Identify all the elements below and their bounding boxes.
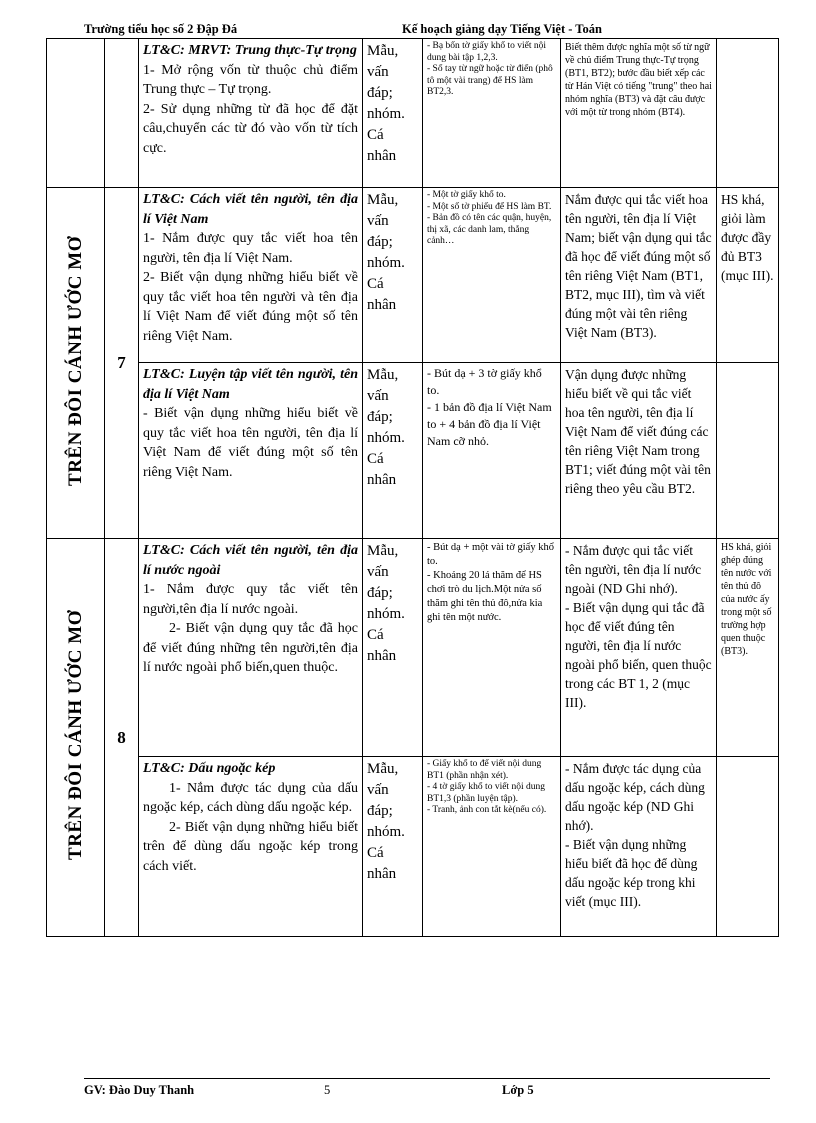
materials-cell [423,363,561,539]
method-line: Cá [367,627,384,643]
material-item: - Khoảng 20 lá thăm để HS chơi trò du lịch.Một nửa số thăm ghi tên thủ đô,nửa kia ghi tên một nước. [427,570,543,623]
lesson-plan-table [46,38,779,937]
week-cell [105,539,139,937]
goal-text: - Biết vận dụng qui tắc đã học để viết đúng tên người, tên địa lí nước ngoài phổ biến, quen thuộc trong các BT 1, 2 (mục III). [565,600,712,710]
lesson-cell [139,539,363,757]
method-line: nhóm. [367,106,405,122]
note-cell [717,363,779,539]
lesson-objective: - Biết vận dụng những hiểu biết về quy tắc viết hoa tên người, tên địa lí Việt Nam để viết đúng một số tên riêng Việt Nam. [143,406,358,480]
material-item: - 4 tờ giấy khổ to viết nội dung BT1,3 (phần luyện tập). [427,782,545,804]
goal-text: Nắm được qui tắc viết hoa tên người, tên địa lí Việt Nam; biết vận dụng qui tắc đã học để viết đúng một số tên riêng Việt Nam (BT1, BT2, mục III), tìm và viết đúng một vài tên riêng Việt Nam (BT3). [565,192,712,340]
lesson-objective: 1- Mở rộng vốn từ thuộc chủ điểm Trung thực – Tự trọng. [143,62,358,97]
method-line: vấn [367,64,389,80]
lesson-cell [139,39,363,188]
method-line: nhân [367,148,397,164]
note-text: HS khá, giỏi làm được đầy đủ BT3 (mục III). [721,192,774,283]
method-line: Mẫu, [367,543,399,559]
goals-cell [561,363,717,539]
page-footer [84,1078,770,1099]
method-line: vấn [367,564,389,580]
method-line: Mẫu, [367,367,399,383]
week-number: 7 [117,353,126,372]
method-line: Cá [367,127,384,143]
goals-cell [561,539,717,757]
theme-label: TRÊN ĐÔI CÁNH ƯỚC MƠ [64,610,86,860]
material-item: - Sổ tay từ ngữ hoặc từ điển (phô tô một vài trang) để HS làm BT2,3. [427,64,553,97]
method-line: đáp; [367,409,393,425]
lesson-cell [139,363,363,539]
note-text: HS khá, giỏi ghép đúng tên nước với tên thủ đô của nước ấy trong một số trường hợp quen thuộc (BT3). [721,542,772,657]
table-row [47,757,779,937]
method-line: nhóm. [367,255,405,271]
week-cell [105,188,139,539]
method-line: vấn [367,782,389,798]
method-line: Mẫu, [367,43,399,59]
lesson-cell [139,757,363,937]
method-line: đáp; [367,85,393,101]
materials-cell [423,39,561,188]
week-number: 8 [117,727,126,747]
lesson-title: LT&C: Dấu ngoặc kép [143,761,276,776]
week-cell-empty [105,39,139,188]
method-line: nhân [367,866,397,882]
theme-cell-empty [47,39,105,188]
method-line: nhân [367,472,397,488]
lesson-objective: 2- Biết vận dụng những hiểu biết trên để dùng dấu ngoặc kép trong cách viết. [143,819,358,874]
method-cell [363,757,423,937]
goals-cell [561,757,717,937]
table-row [47,539,779,757]
teacher-name: GV: Đào Duy Thanh [84,1083,195,1097]
method-line: nhân [367,648,397,664]
material-item: - Giấy khổ to để viết nội dung BT1 (phần nhận xét). [427,759,542,781]
school-name: Trường tiểu học số 2 Đập Đá [84,22,238,36]
method-line: đáp; [367,585,393,601]
method-cell [363,188,423,363]
lesson-objective: 1- Nắm được tác dụng của dấu ngoặc kép, cách dùng dấu ngoặc kép. [143,780,358,815]
page-number: 5 [324,1083,331,1097]
goals-cell [561,188,717,363]
method-line: đáp; [367,803,393,819]
lesson-cell [139,188,363,363]
method-line: Cá [367,845,384,861]
theme-cell [47,188,105,539]
grade-label: Lớp 5 [502,1083,534,1097]
goal-text: - Biết vận dụng những hiểu biết đã học để dùng dấu ngoặc kép trong khi viết (mục III). [565,837,698,909]
lesson-objective: 1- Nắm được quy tắc viết hoa tên người, tên địa lí Việt Nam. [143,231,358,266]
theme-cell [47,539,105,937]
method-line: vấn [367,213,389,229]
method-cell [363,539,423,757]
goal-text: - Nắm được qui tắc viết tên người, tên địa lí nước ngoài (ND Ghi nhớ). [565,543,702,596]
lesson-objective: 2- Biết vận dụng quy tắc đã học để viết đúng những tên người,tên địa lí nước ngoài phổ biến,quen thuộc. [143,621,358,675]
method-line: nhóm. [367,824,405,840]
lesson-title: LT&C: Luyện tập viết tên người, tên địa lí Việt Nam [143,367,358,402]
method-line: Mẫu, [367,761,399,777]
material-item: - 1 bản đồ địa lí Việt Nam to + 4 bản đồ địa lí Việt Nam cỡ nhỏ. [427,400,552,448]
table-row [47,363,779,539]
note-cell [717,539,779,757]
goals-cell [561,39,717,188]
material-item: - Bản đồ có tên các quận, huyện, thị xã, các danh lam, thắng cảnh… [427,213,552,246]
table-row [47,39,779,188]
document-title: Kế hoạch giảng dạy Tiếng Việt - Toán [402,22,602,36]
materials-cell [423,188,561,363]
materials-cell [423,757,561,937]
lesson-title: LT&C: Cách viết tên người, tên địa lí Việt Nam [143,192,358,227]
note-cell [717,757,779,937]
lesson-objective: 2- Sử dụng những từ đã học để đặt câu,chuyển các từ đó vào vốn từ tích cực. [143,101,358,156]
method-line: Cá [367,276,384,292]
method-line: nhân [367,297,397,313]
theme-label: TRÊN ĐÔI CÁNH ƯỚC MƠ [64,235,86,486]
lesson-title: LT&C: Cách viết tên người, tên địa lí nước ngoài [143,543,358,578]
method-cell [363,39,423,188]
method-line: Cá [367,451,384,467]
lesson-objective: 2- Biết vận dụng những hiểu biết về quy tắc viết hoa tên người và tên địa lí Việt Nam để viết đúng một số tên riêng Việt Nam. [143,270,358,344]
method-line: vấn [367,388,389,404]
material-item: - Một tờ giấy khổ to. [427,190,506,200]
method-line: nhóm. [367,606,405,622]
goal-text: Biết thêm được nghĩa một số từ ngữ về chủ điểm Trung thực-Tự trọng (BT1, BT2); bước đầu biết xếp các từ Hán Việt có tiếng "trung" theo hai nhóm nghĩa (BT3) và đặt câu được với một từ trong nhóm (BT4). [565,42,712,118]
method-line: Mẫu, [367,192,399,208]
goal-text: Vận dụng được những hiểu biết về qui tắc viết hoa tên người, tên địa lí Việt Nam để viết đúng các tên riêng Việt Nam trong BT1; viết đúng một vài tên riêng theo yêu cầu BT2. [565,367,711,496]
material-item: - Một số tờ phiếu để HS làm BT. [427,201,552,212]
material-item: - Tranh, ảnh con tắt kè(nếu có). [427,805,547,815]
lesson-title: LT&C: MRVT: Trung thực-Tự trọng [143,43,357,58]
materials-cell [423,539,561,757]
material-item: - Bạ bốn tờ giấy khổ to viết nội dung bài tập 1,2,3. [427,41,547,63]
method-line: nhóm. [367,430,405,446]
page-header [84,20,770,39]
material-item: - Bút dạ + một vài tờ giấy khổ to. [427,542,554,567]
note-cell [717,188,779,363]
goal-text: - Nắm được tác dụng của dấu ngoặc kép, cách dùng dấu ngoặc kép (ND Ghi nhớ). [565,761,705,833]
method-cell [363,363,423,539]
table-row [47,188,779,363]
material-item: - Bút dạ + 3 tờ giấy khổ to. [427,366,542,397]
method-line: đáp; [367,234,393,250]
note-cell [717,39,779,188]
lesson-objective: 1- Nắm được quy tắc viết tên người,tên địa lí nước ngoài. [143,582,358,617]
